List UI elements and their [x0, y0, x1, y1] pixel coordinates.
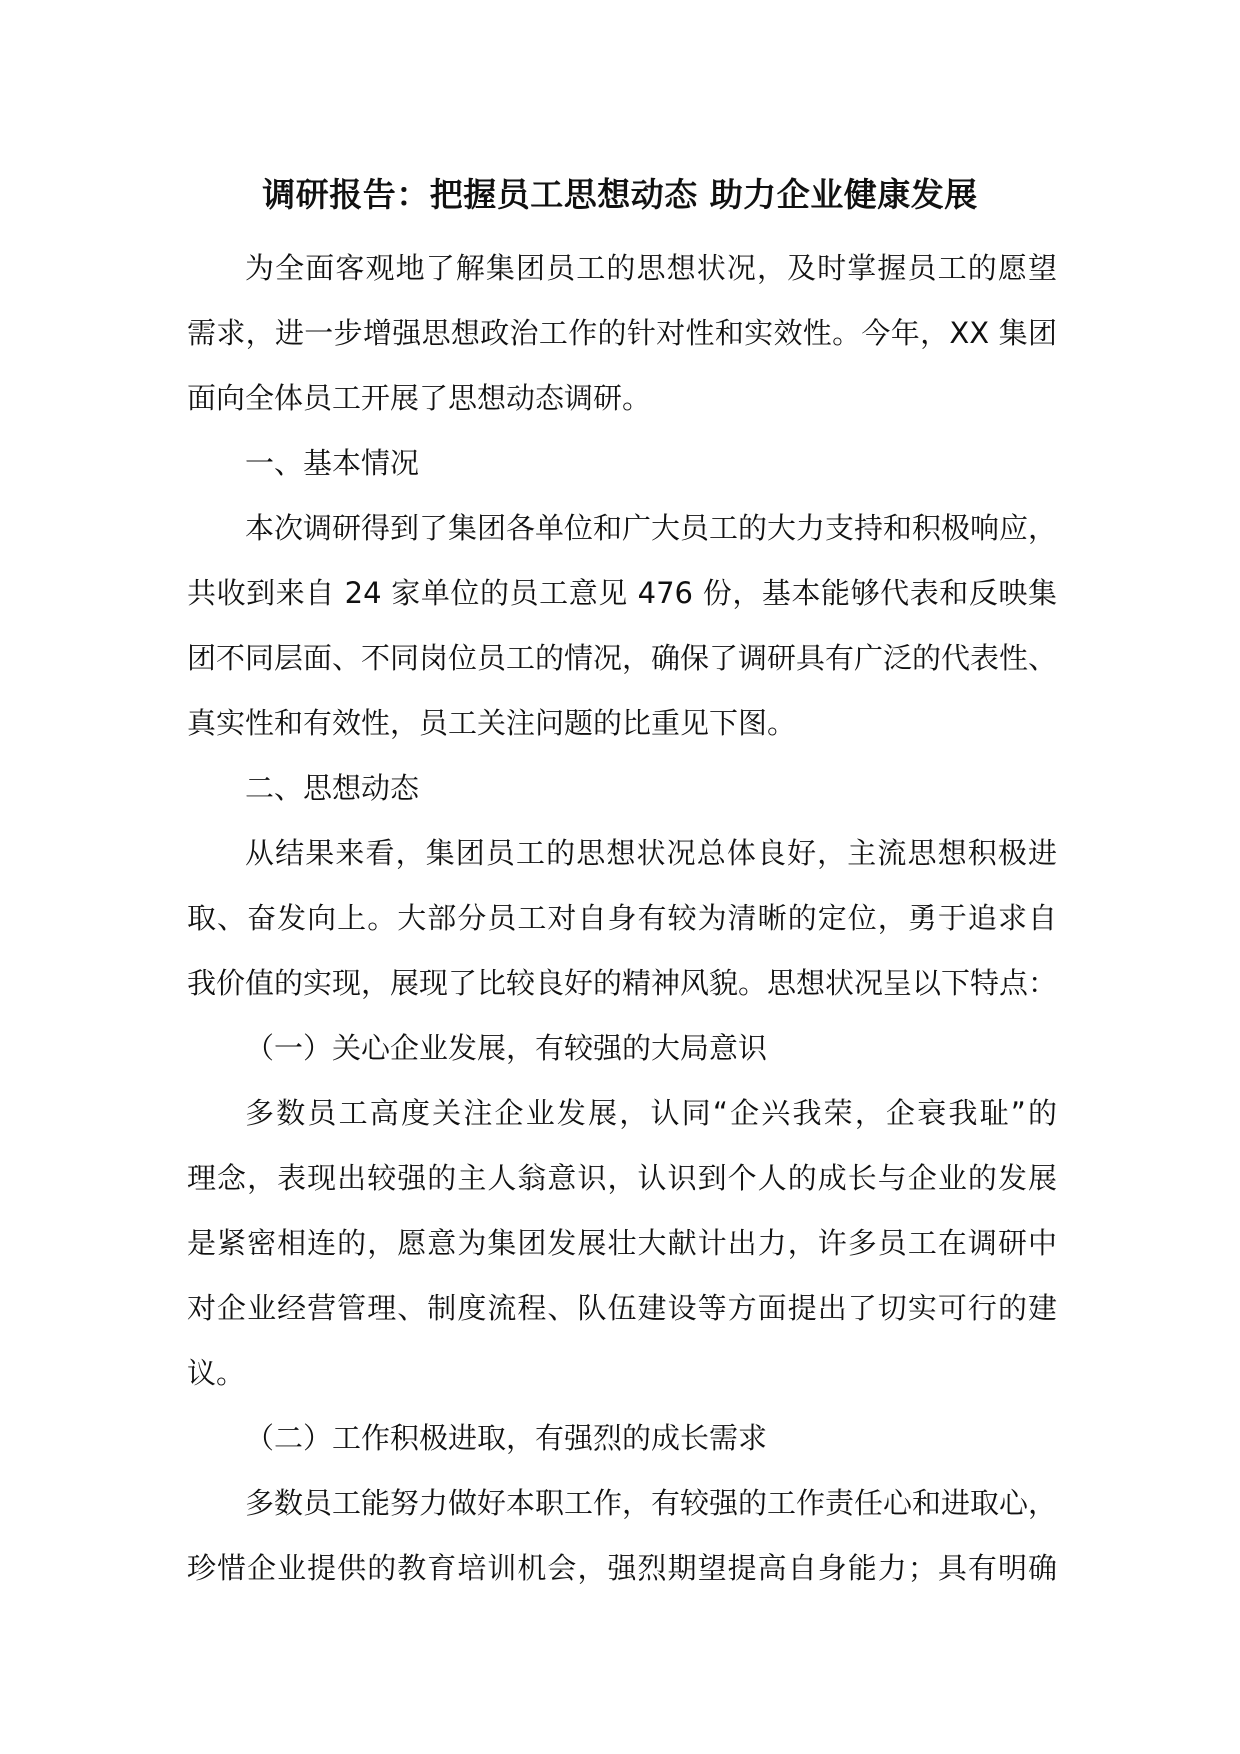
text-line: [187, 236, 1067, 301]
text-line: [187, 1146, 1067, 1211]
text-line: [187, 1536, 1067, 1601]
text-line: 面向全体员工开展了思想动态调研。: [187, 381, 652, 415]
text-line-content: 多数员工能努力做好本职工作，有较强的工作责任心和进取心，: [245, 1486, 1058, 1520]
text-line-content: 珍惜企业提供的教育培训机会，强烈期望提高自身能力；具有明确: [187, 1551, 1057, 1585]
text-line: 议。: [187, 1356, 246, 1390]
text-line: 真实性和有效性，员工关注问题的比重见下图。: [187, 706, 797, 740]
text-line-content: 团不同层面、不同岗位员工的情况，确保了调研具有广泛的代表性、: [187, 641, 1058, 675]
text-line: [187, 1211, 1067, 1276]
text-line-content: 多数员工高度关注企业发展，认同“企兴我荣，企衰我耻”的: [245, 1096, 1057, 1130]
text-line: [187, 821, 1067, 886]
document-body: [187, 236, 1067, 1601]
text-line: （二）工作积极进取，有强烈的成长需求: [245, 1421, 768, 1455]
text-line: 二、思想动态: [245, 771, 420, 805]
text-line-content: 对企业经营管理、制度流程、队伍建设等方面提出了切实可行的建: [187, 1291, 1057, 1325]
text-line-content: 理念，表现出较强的主人翁意识，认识到个人的成长与企业的发展: [187, 1161, 1057, 1195]
text-line-content: 取、奋发向上。大部分员工对自身有较为清晰的定位，勇于追求自: [187, 901, 1057, 935]
text-line-content: 从结果来看，集团员工的思想状况总体良好，主流思想积极进: [245, 836, 1057, 870]
text-line: [187, 496, 1067, 561]
text-line: [187, 1471, 1067, 1536]
text-line: [187, 886, 1067, 951]
text-line: [187, 951, 1067, 1016]
text-line-content: 是紧密相连的，愿意为集团发展壮大献计出力，许多员工在调研中: [187, 1226, 1057, 1260]
text-line-content: 共收到来自 24 家单位的员工意见 476 份，基本能够代表和反映集: [187, 576, 1057, 610]
text-line: （一）关心企业发展，有较强的大局意识: [245, 1031, 768, 1065]
text-line-content: 为全面客观地了解集团员工的思想状况，及时掌握员工的愿望: [245, 251, 1057, 285]
text-line: [187, 301, 1067, 366]
text-line: [187, 1081, 1067, 1146]
text-line-content: 需求，进一步增强思想政治工作的针对性和实效性。今年，XX 集团: [187, 316, 1057, 350]
text-line-content: 我价值的实现，展现了比较良好的精神风貌。思想状况呈以下特点：: [187, 966, 1058, 1000]
text-line: [187, 561, 1067, 626]
text-line: [187, 1276, 1067, 1341]
text-line: 一、基本情况: [245, 446, 420, 480]
document-title: 调研报告：把握员工思想动态 助力企业健康发展: [262, 175, 978, 214]
text-line: [187, 626, 1067, 691]
text-line-content: 本次调研得到了集团各单位和广大员工的大力支持和积极响应，: [245, 511, 1058, 545]
